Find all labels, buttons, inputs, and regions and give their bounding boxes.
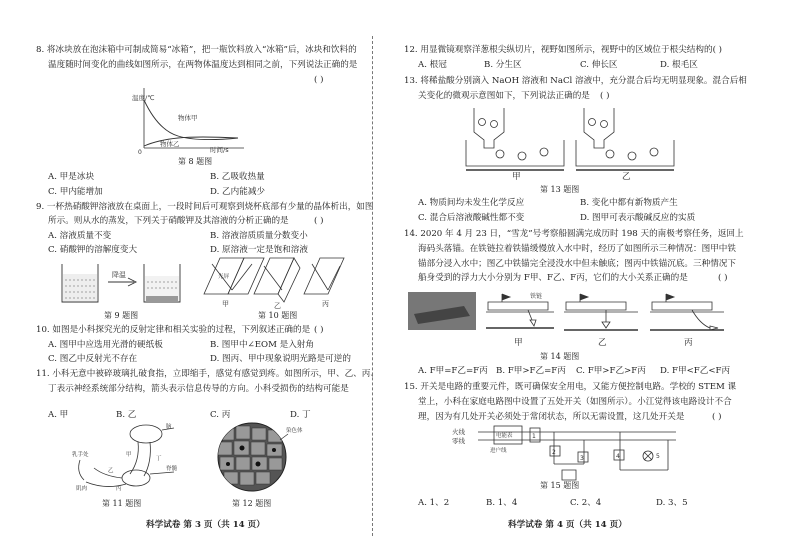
q15-caption: 第 15 题图 <box>540 481 580 490</box>
q15-switch-5: 5 <box>656 453 660 460</box>
q13-option-d: D. 图甲可表示酸碱反应的实质 <box>580 213 696 223</box>
q11-option-a: A. 甲 <box>48 410 69 420</box>
q11-label-2: 肌肉 <box>76 486 88 492</box>
q8-graph <box>132 86 248 156</box>
q10-option-d: D. 图丙、甲中现象说明光路是可逆的 <box>210 354 351 364</box>
q8-option-d: D. 乙内能减少 <box>210 187 266 197</box>
q10-screen-label: 光屏 <box>218 274 230 280</box>
q15-main-label: 进户线 <box>490 448 507 454</box>
q11-label-5: 丁 <box>156 456 162 462</box>
q15-switch-1: 1 <box>532 433 536 440</box>
q9-option-a: A. 溶液质量不变 <box>48 231 112 241</box>
q10-fig-b: 乙 <box>274 302 281 310</box>
q15-meter-label: 电能表 <box>496 433 513 439</box>
q11-label-8: 脊髓 <box>166 466 178 472</box>
q13-paren: ( ) <box>600 91 610 101</box>
q10-line1: 10. 如图是小科探究光的反射定律和相关实验的过程，下列叙述正确的是 <box>36 325 311 335</box>
q11-reflex-arc-figure <box>70 420 180 492</box>
q10-paren: ( ) <box>314 325 324 335</box>
q15-live-label: 火线 <box>452 428 465 436</box>
q13-micro-figure <box>460 104 680 176</box>
q13-fig-b: 乙 <box>622 172 631 182</box>
page-divider <box>372 36 373 536</box>
q12-caption: 第 12 题图 <box>232 499 272 508</box>
q12-line1: 12. 用显微镜观察洋葱根尖纵切片，视野如图所示，视野中的区域位于根尖结构的( ) <box>404 45 723 55</box>
q11-option-c: C. 丙 <box>210 410 231 420</box>
q11-label-1: 乳手处 <box>72 452 89 458</box>
q8-origin: 0 <box>138 149 142 156</box>
q14-fig-c: 丙 <box>684 338 693 348</box>
right-footer: 科学试卷 第 4 页（共 14 页） <box>508 520 627 530</box>
q14-line1: 14. 2020 年 4 月 23 日，“雪龙”号考察船圆满完成历时 198 天的南极考察任务，返回上 <box>404 229 744 239</box>
q9-line1: 9. 一杯热硝酸钾溶液放在桌面上，一段时间后可观察到烧杯底部有少量的晶体析出，如图 <box>36 202 374 212</box>
q14-option-d: D. F甲<F乙<F丙 <box>660 366 731 376</box>
q9-option-b: B. 溶液溶质质量分数变小 <box>210 231 308 241</box>
q11-label-3: 乙 <box>108 468 114 474</box>
q11-caption: 第 11 题图 <box>102 499 142 508</box>
q9-line2: 所示。则从水的蒸发，下列关于硝酸钾及其溶液的分析正确的是 <box>48 216 289 226</box>
q12-option-b: B. 分生区 <box>484 60 522 70</box>
q11-label-6: 甲 <box>126 452 132 458</box>
q14-anchor-figure <box>404 288 744 336</box>
q15-option-b: B. 1、4 <box>486 498 518 508</box>
q14-line4: 船身受到的浮力大小分别为 F甲、F乙、F丙，它们的大小关系正确的是 <box>418 273 688 283</box>
q10-fig-a: 甲 <box>222 300 229 308</box>
q14-chain-label: 铁链 <box>530 293 543 300</box>
q13-caption: 第 13 题图 <box>540 185 580 194</box>
q8-line1: 8. 将冰块放在泡沫箱中可制成简易“冰箱”，把一瓶饮料放入“冰箱”后，冰块和饮料的 <box>36 45 357 55</box>
q15-line3: 理，因为有几处开关必须处于常闭状态，所以无需设置，这几处开关是 <box>418 412 685 422</box>
q12-option-d: D. 根毛区 <box>660 60 698 70</box>
q13-line1: 13. 将稀盐酸分别滴入 NaOH 溶液和 NaCl 溶液中，充分混合后均无明显现象。混合后相 <box>404 76 747 86</box>
q10-fig-c: 丙 <box>322 300 329 308</box>
q9-arrow-label: 降温 <box>112 271 126 279</box>
q14-option-a: A. F甲=F乙=F丙 <box>418 366 488 376</box>
q10-option-a: A. 图甲中应选用光滑的硬纸板 <box>48 340 163 350</box>
q11-line2: 丁表示神经系统部分结构，箭头表示信息传导的方向。小科受损伤的结构可能是 <box>48 384 349 394</box>
q14-option-b: B. F甲>F乙=F丙 <box>496 366 566 376</box>
q8-line2: 温度随时间变化的曲线如图所示，在两物体温度达到相同之前，下列说法正确的是 <box>48 60 358 70</box>
q15-switch-2: 2 <box>552 449 556 456</box>
q8-xlabel: 时间/s <box>210 146 229 154</box>
q11-option-d: D. 丁 <box>290 410 311 420</box>
q9-option-d: D. 原溶液一定是饱和溶液 <box>210 245 308 255</box>
q10-option-c: C. 图乙中反射光不存在 <box>48 354 138 364</box>
q15-line2: 堂上，小科在家庭电路图中设置了五处开关（如图所示）。小江觉得该电路设计不合 <box>418 397 732 407</box>
q10-option-b: B. 图甲中∠EOM 是入射角 <box>210 340 314 350</box>
left-footer: 科学试卷 第 3 页（共 14 页） <box>146 520 265 530</box>
q9-paren: ( ) <box>314 216 324 226</box>
q14-option-c: C. F甲>F乙>F丙 <box>576 366 646 376</box>
q8-option-b: B. 乙吸收热量 <box>210 172 265 182</box>
q15-neutral-label: 零线 <box>452 437 465 445</box>
q15-option-c: C. 2、4 <box>570 498 602 508</box>
q10-caption: 第 10 题图 <box>258 311 298 320</box>
q12-option-c: C. 伸长区 <box>580 60 618 70</box>
q15-switch-3: 3 <box>580 455 584 462</box>
q11-label-7: 脑 <box>166 424 172 430</box>
q15-option-d: D. 3、5 <box>656 498 688 508</box>
q13-option-c: C. 混合后溶液酸碱性都不变 <box>418 213 525 223</box>
q8-option-a: A. 甲是冰块 <box>48 172 95 182</box>
q12-option-a: A. 根冠 <box>418 60 447 70</box>
q14-line2: 海码头落锚。在铁链拉着铁锚缓慢放入水中时，经历了如图所示三种情况：图甲中铁 <box>418 244 736 254</box>
q8-ylabel: 温度/℃ <box>132 94 155 102</box>
q8-paren: ( ) <box>314 75 324 85</box>
q15-line1: 15. 开关是电路的重要元件，既可确保安全用电，又能方便控制电路。学校的 STEM 课 <box>404 382 737 392</box>
q12-microscope-figure <box>208 420 304 494</box>
q8-caption: 第 8 题图 <box>178 157 213 166</box>
q9-caption: 第 9 题图 <box>104 311 139 320</box>
q13-fig-a: 甲 <box>512 172 521 182</box>
q13-option-b: B. 变化中都有新物质产生 <box>580 198 678 208</box>
q8-curve-b-label: 物体乙 <box>160 140 180 148</box>
q12-chromosome-label: 染色体 <box>286 428 303 434</box>
q15-option-a: A. 1、2 <box>418 498 450 508</box>
q10-reflection-figure <box>200 254 350 310</box>
q13-line2: 关变化的微观示意图如下，下列说法正确的是 <box>418 91 590 101</box>
q9-beakers-figure <box>58 258 188 306</box>
q11-label-4: 丙 <box>116 486 122 492</box>
q15-switch-4: 4 <box>616 453 620 460</box>
q9-option-c: C. 硝酸钾的溶解度变大 <box>48 245 138 255</box>
q14-fig-a: 甲 <box>514 338 523 348</box>
q8-option-c: C. 甲内能增加 <box>48 187 103 197</box>
q14-line3: 锚部分浸入水中；图乙中铁锚完全浸没水中但未触底；图丙中铁锚沉底。三种情况下 <box>418 259 736 269</box>
q14-paren: ( ) <box>718 273 728 283</box>
q11-option-b: B. 乙 <box>116 410 137 420</box>
q15-paren: ( ) <box>712 412 722 422</box>
q14-caption: 第 14 题图 <box>540 352 580 361</box>
q8-curve-a-label: 物体甲 <box>178 114 198 122</box>
q13-option-a: A. 物质间均未发生化学反应 <box>418 198 525 208</box>
q11-line1: 11. 小科无意中被碎玻璃扎破食指，立即缩手，感觉有感觉到疼。如图所示，甲、乙、丙、 <box>36 369 379 379</box>
q14-fig-b: 乙 <box>598 338 607 348</box>
